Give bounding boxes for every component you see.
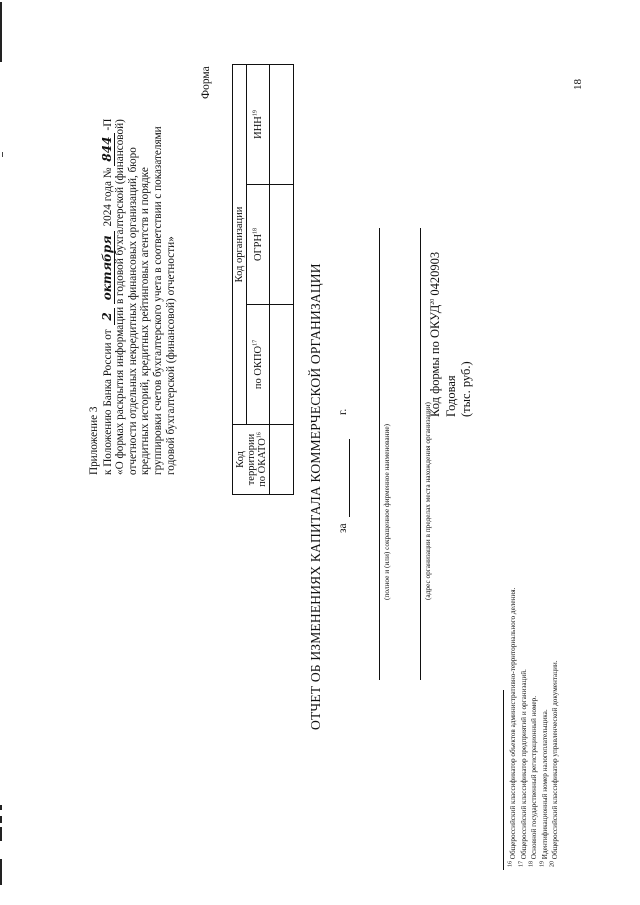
regulation-subject-line: «О формах раскрытия информации в годовой бухгалтерской (финансовой) (114, 119, 127, 475)
handwritten-number: 844 (100, 133, 115, 166)
footnote: $^{17}$ Общероссийский классификатор предприятий и организаций. (518, 669, 528, 867)
organization-address-field[interactable] (420, 228, 421, 680)
organization-name-field[interactable] (379, 228, 380, 680)
handwritten-day: 2 (100, 308, 115, 324)
ogrn-header: ОГРН$^{18}$ (247, 185, 270, 305)
regulation-subject-line: группировки счетов бухгалтерского учета в соответствии с показателями (151, 126, 164, 475)
ogrn-cell[interactable] (270, 185, 294, 305)
okud-code-line: Код формы по ОКУД$^{20}$ 0420903 (428, 251, 442, 417)
form-label: Форма (200, 66, 212, 99)
inn-header: ИНН$^{19}$ (247, 64, 270, 184)
organization-code-header: Код организации (233, 64, 247, 424)
page-number: 18 (572, 79, 584, 90)
okpo-header: по ОКПО$^{17}$ (247, 305, 270, 425)
organization-name-caption: (полное и (или) сокращенное фирменное наименование) (382, 423, 391, 600)
report-title: ОТЧЕТ ОБ ИЗМЕНЕНИЯХ КАПИТАЛА КОММЕРЧЕСКОЙ ОРГАНИЗАЦИИ (308, 263, 323, 730)
footnote: $^{19}$ Идентификационный номер налогоплательщика. (539, 709, 549, 867)
handwritten-month: октября (100, 231, 115, 304)
units: (тыс. руб.) (459, 361, 473, 417)
territory-code-header: Код территории по ОКАТО$^{16}$ (233, 425, 270, 495)
inn-cell[interactable] (270, 64, 294, 184)
period-suffix: г. (337, 408, 349, 415)
regulation-subject-line: кредитных историй, кредитных рейтинговых агентств и порядке (139, 167, 152, 475)
footnote-divider (503, 690, 504, 870)
organization-address-caption: (адрес организации в пределах места нахождения организации) (423, 402, 432, 600)
regulation-line: к Положению Банка России от 2октября 2024 года №844-П (99, 118, 114, 475)
appendix-header (88, 27, 177, 475)
okud-block (428, 252, 475, 417)
footnote: $^{20}$ Общероссийский классификатор управленческой документации. (549, 660, 560, 867)
periodicity: Годовая (443, 375, 458, 417)
fold-mark (2, 152, 3, 157)
period-prefix: за (337, 523, 349, 533)
regulation-subject-line: отчетности отдельных некредитных финансовых организаций, бюро (126, 147, 139, 475)
territory-code-cell[interactable] (270, 425, 294, 495)
codes-table (232, 64, 294, 495)
period-year-field[interactable] (349, 439, 350, 517)
footnote: $^{16}$ Общероссийский классификатор объектов административно-территориального деления. (507, 587, 517, 867)
edge-marks (0, 0, 12, 905)
regulation-subject-line: годовой бухгалтерской (финансовой) отчетности» (164, 236, 177, 475)
appendix-title: Приложение 3 (88, 406, 100, 475)
footnotes (508, 588, 561, 867)
footnote: $^{18}$ Основной государственный регистрационный номер. (528, 695, 539, 867)
okpo-cell[interactable] (270, 305, 294, 425)
